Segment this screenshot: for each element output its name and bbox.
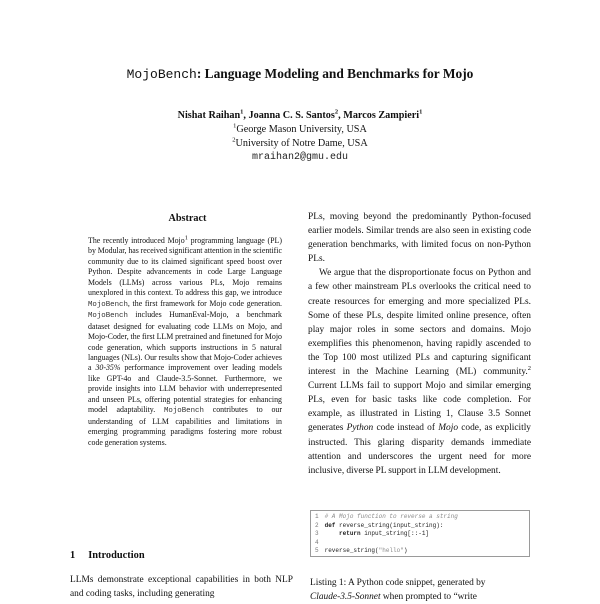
code-line: [315, 539, 321, 547]
abstract-text: programming language (PL) by Modular, has received significant attention in the scientific community due to its claimed significant speed boost over Python. Despite advancements in code Large Language Models (LLMs) across various PLs, Mojo remains unexplored in this context. To address this gap, we introduce: [88, 236, 282, 298]
paragraph: [308, 266, 531, 477]
author-affiliation-mark: 1: [419, 108, 423, 116]
code-line: [315, 513, 458, 521]
code-comment: # A Mojo function to reverse a string: [324, 513, 458, 520]
title-rest: : Language Modeling and Benchmarks for Mojo: [196, 66, 474, 81]
mojobench-mono: MojoBench: [88, 312, 128, 321]
affiliation-number: 1: [233, 122, 237, 130]
caption-label: Listing 1:: [310, 578, 347, 588]
section-number: 1: [70, 550, 76, 561]
code-keyword: return: [324, 530, 361, 537]
author-list: Nishat Raihan$^1$, Joanna C. S. Santos$^2$, Marcos Zampieri$^1$: [177, 108, 423, 121]
code-text: reverse_string(input_string):: [335, 521, 444, 529]
abstract-text: The recently introduced Mojo: [88, 236, 185, 245]
affiliation-name: University of Notre Dame, USA: [235, 138, 368, 149]
affiliation-2: [0, 137, 600, 150]
affiliation-1: [0, 123, 600, 136]
code-text: input_string[::-1]: [360, 530, 430, 537]
mojobench-mono: MojoBench: [164, 407, 204, 416]
code-string: "hello": [378, 547, 404, 554]
title-mojobench: MojoBench: [126, 67, 197, 82]
affiliation-name: George Mason University, USA: [236, 124, 367, 135]
paragraph: PLs, moving beyond the predominantly Python-focused earlier models. Similar trends are also seen in existing code generation benchmarks, with limited focus on non-Python PLs.: [308, 212, 531, 265]
line-number: 2: [315, 521, 319, 529]
italic-python: Python: [346, 423, 374, 434]
abstract-italic: 30-35%: [95, 363, 121, 373]
caption-italic: Claude-3.5-Sonnet: [310, 592, 381, 602]
italic-mojo: Mojo: [438, 423, 459, 434]
line-number: 1: [315, 513, 319, 520]
paragraph-text: Current LLMs fail to support Mojo and similar emerging PLs, even for basic tasks like code completion. For example, as illustrated in Listing 1, Clause 3.5 Sonnet generates: [308, 381, 531, 434]
footnote-mark: 2: [527, 364, 531, 372]
caption-text: when prompted to “write: [380, 592, 477, 602]
author-affiliation-mark: 1: [240, 108, 244, 116]
code-text: ): [403, 547, 408, 554]
abstract-text: , the first framework for Mojo code generation.: [127, 298, 282, 308]
code-line: [315, 530, 429, 538]
code-line: [315, 522, 443, 530]
line-number: 5: [315, 547, 319, 554]
line-number: 4: [315, 538, 319, 546]
paragraph-text: code instead of: [373, 423, 439, 434]
code-listing: [310, 510, 530, 557]
abstract-text: contributes to our understanding of LLM capabilities and limitations in emerging programming paradigms fostering more robust code generation systems.: [88, 405, 282, 447]
abstract-text: performance improvement over leading models like GPT-4o and Claude-3.5-Sonnet. Furthermore, we provide insights into LLM behavior with underrepresented and unseen PLs, offering potential strategies for enhancing model adaptability.: [88, 363, 283, 415]
footnote-mark: 1: [184, 234, 188, 242]
author-name: Nishat Raihan: [177, 110, 241, 121]
mojobench-mono: MojoBench: [88, 300, 128, 309]
author-name: Marcos Zampieri: [343, 110, 420, 121]
section-title: Introduction: [88, 550, 145, 561]
intro-paragraph: LLMs demonstrate exceptional capabilities in both NLP and coding tasks, including generating: [70, 575, 293, 599]
paragraph-text: We argue that the disproportionate focus on Python and a few other mainstream PLs overlooks the critical need to create resources for emerging and more specialized PLs. Some of these PLs, despite limited online presence, often play major roles in some sectors and domains. Mojo exemplifies this phenomenon, having rapidly ascended to the Top 100 most utilized PLs and capturing significant interest in the Machine Learning (ML) community.: [308, 268, 531, 378]
author-name: Joanna C. S. Santos: [248, 110, 335, 121]
abstract-heading: Abstract: [168, 213, 207, 224]
code-text: reverse_string(: [324, 547, 379, 554]
abstract-text: includes HumanEval-Mojo, a benchmark dataset designed for evaluating code LLMs on Mojo, and Mojo-Coder, the first LLM pretrained and finetuned for Mojo code generation, which supports instructions in 5 natural languages (NLs). Our results show that Mojo-Coder achieves a: [88, 310, 282, 373]
section-heading: [70, 550, 145, 561]
affiliation-number: 2: [232, 136, 236, 144]
abstract-body: [88, 236, 282, 448]
code-keyword: def: [324, 521, 336, 529]
author-email: mraihan2@gmu.edu: [251, 152, 348, 163]
caption-text: A Python code snippet, generated by: [346, 578, 486, 588]
paper-title: [0, 66, 600, 82]
author-affiliation-mark: 2: [334, 108, 339, 116]
paragraph-text: code, as explicitly instructed. This glaring disparity demands immediate attention and underscores the urgent need for more inclusive, diverse PL support in LLM development.: [308, 423, 531, 476]
right-column: [308, 210, 531, 478]
code-line: [315, 547, 407, 555]
line-number: 3: [315, 530, 319, 537]
